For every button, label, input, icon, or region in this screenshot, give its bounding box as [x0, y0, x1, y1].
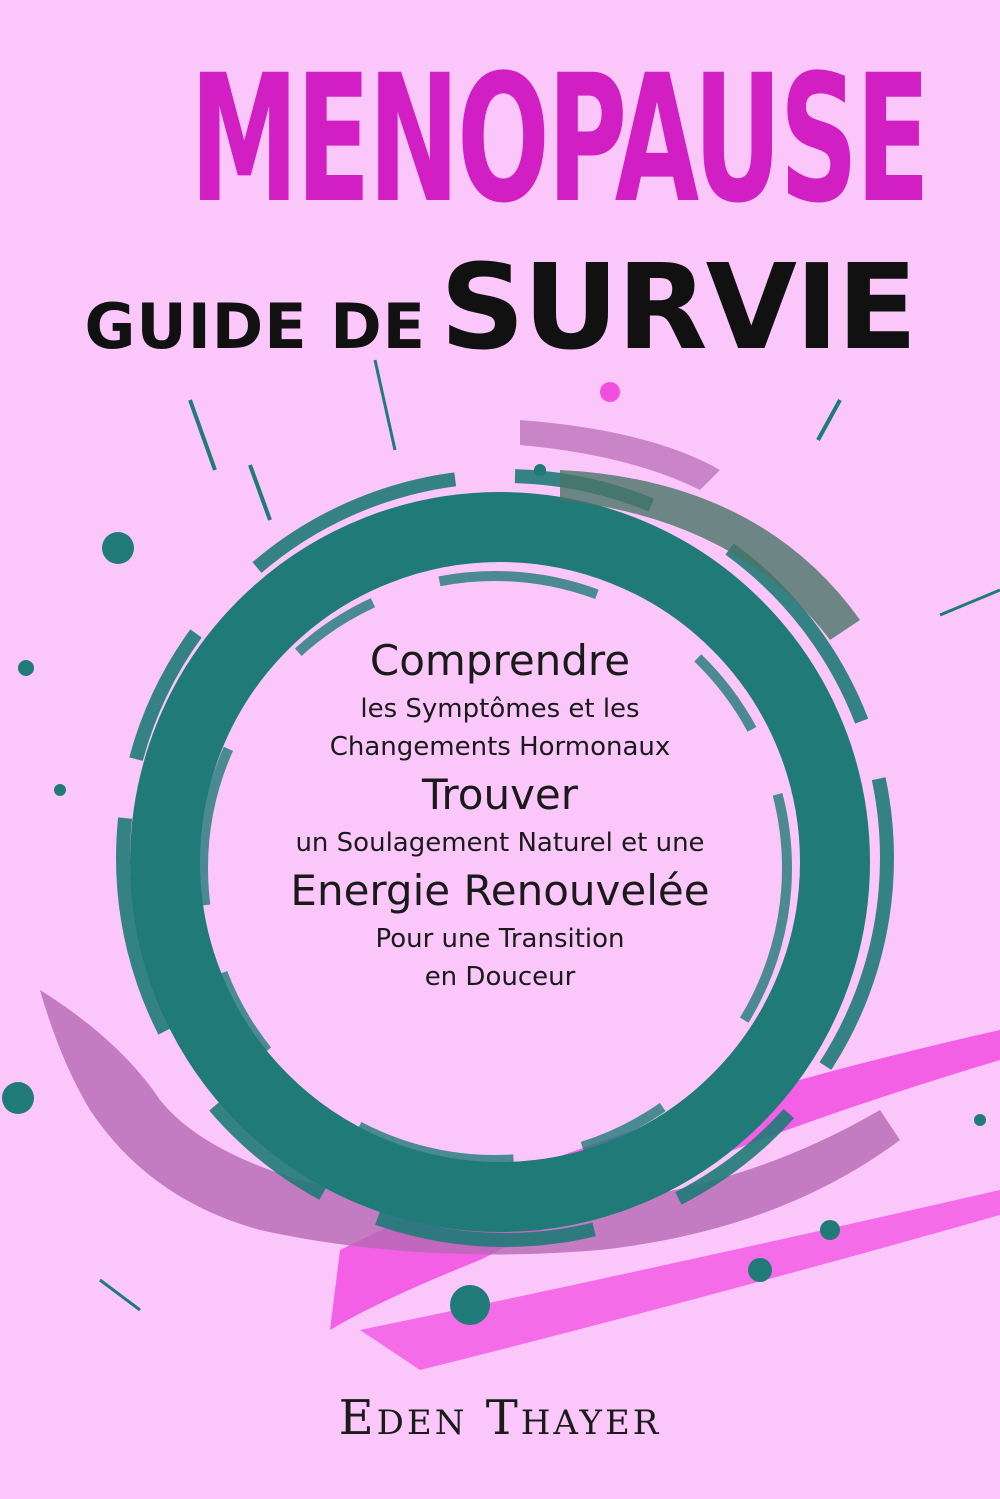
- tagline-line: un Soulagement Naturel et une: [295, 828, 705, 858]
- splatter-dot: [2, 1082, 34, 1114]
- splatter-dot: [54, 784, 66, 796]
- splatter-dot: [450, 1285, 490, 1325]
- tagline-line: Comprendre: [369, 636, 631, 685]
- tagline-line: les Symptômes et les: [360, 694, 640, 724]
- splatter-dot: [102, 532, 134, 564]
- splatter-line: [190, 400, 215, 470]
- tagline-line: en Douceur: [424, 962, 576, 992]
- splatter-line: [100, 1280, 140, 1310]
- tagline-block: [230, 632, 770, 996]
- book-title: MENOPAUSE: [190, 37, 928, 242]
- splatter-dot: [18, 660, 34, 676]
- splatter-dot: [748, 1258, 772, 1282]
- tagline-line: Trouver: [421, 770, 579, 819]
- subtitle-survie: SURVIE: [440, 238, 916, 376]
- splatter-line: [818, 400, 840, 440]
- splatter-line: [940, 590, 1000, 615]
- tagline-line: Pour une Transition: [375, 924, 625, 954]
- book-subtitle: [0, 238, 1000, 376]
- splatter-dot: [600, 382, 620, 402]
- tagline-line: Changements Hormonaux: [329, 732, 671, 762]
- author-name: Eden Thayer: [338, 1390, 662, 1446]
- tagline-line: Energie Renouvelée: [290, 866, 710, 915]
- splatter-dot: [974, 1114, 986, 1126]
- splatter-dot: [534, 464, 546, 476]
- splatter-line: [250, 465, 270, 520]
- subtitle-guide-de: GUIDE DE: [84, 290, 427, 363]
- splatter-dot: [820, 1220, 840, 1240]
